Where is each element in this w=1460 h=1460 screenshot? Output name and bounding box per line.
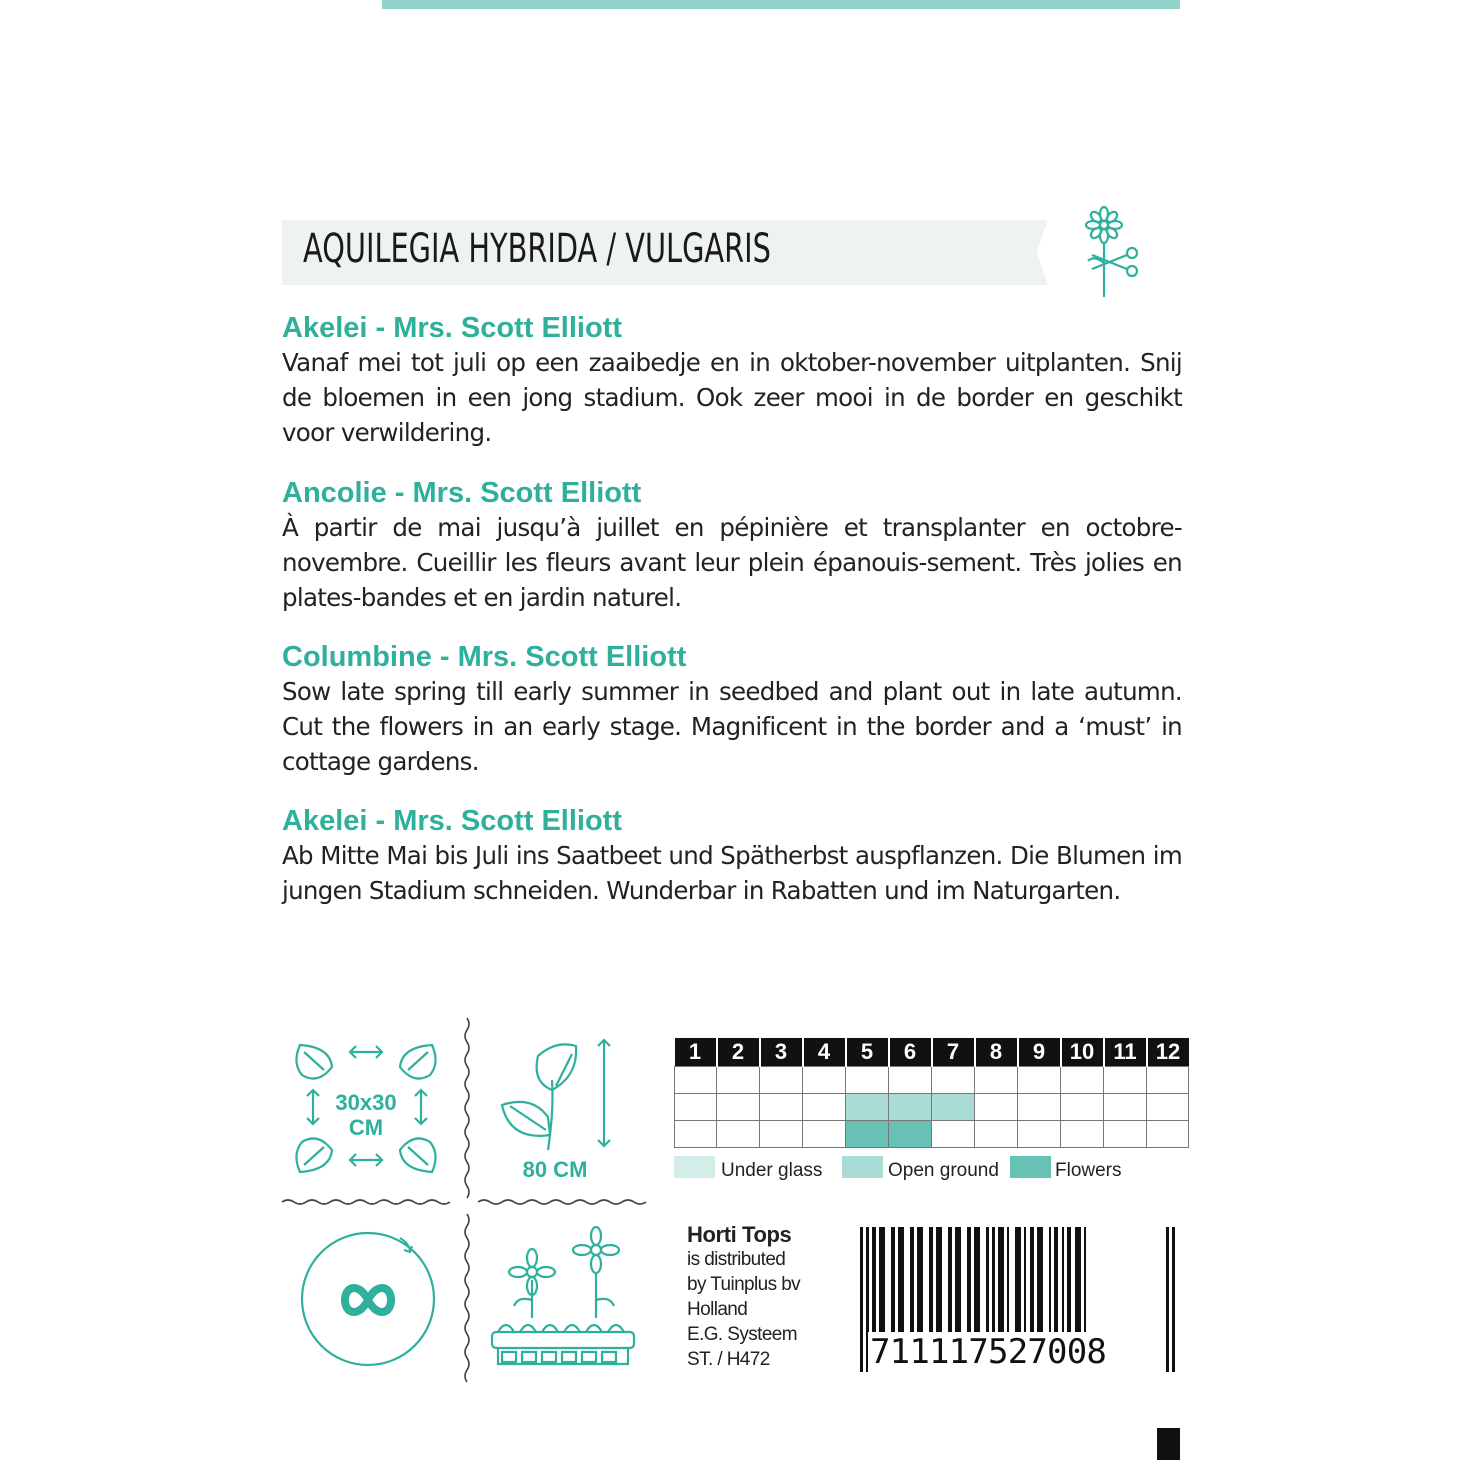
- barcode-bar: [967, 1227, 971, 1345]
- barcode-bar: [898, 1227, 904, 1345]
- distributor-line: E.G. Systeem: [687, 1324, 798, 1345]
- calendar-cell: [846, 1067, 889, 1094]
- month-header: 9: [1018, 1038, 1061, 1067]
- distributor-name: Horti Tops: [687, 1222, 792, 1247]
- sowing-calendar: [674, 1038, 1189, 1148]
- barcode-bar: [1067, 1227, 1071, 1345]
- spacing-label-1: 30x30: [335, 1090, 397, 1115]
- section-english: [282, 640, 1182, 779]
- distributor-info: [687, 1222, 800, 1372]
- calendar-cell: [760, 1094, 803, 1121]
- month-header: 6: [889, 1038, 932, 1067]
- calendar-cell: [803, 1121, 846, 1148]
- barcode-bar: [1054, 1227, 1058, 1345]
- month-header: 3: [760, 1038, 803, 1067]
- calendar-cell: [846, 1121, 889, 1148]
- distributor-line: by Tuinplus bv: [687, 1274, 801, 1295]
- section-title: Akelei - Mrs. Scott Elliott: [282, 805, 622, 837]
- section-text: À partir de mai jusqu’à juillet en pépinière et transplanter en octobre-novembre. Cueillir les fleurs avant leur plein épanouis-sement. Très jolies en plates-bandes et en jardin naturel.: [282, 513, 1182, 612]
- month-header: 11: [1104, 1038, 1147, 1067]
- calendar-cell: [1018, 1121, 1061, 1148]
- section-french: [282, 476, 1182, 615]
- calendar-cell: [932, 1094, 975, 1121]
- calendar-row: [675, 1121, 1189, 1148]
- calendar-cell: [717, 1067, 760, 1094]
- section-text: Vanaf mei tot juli op een zaaibedje en in oktober-november uitplanten. Snij de bloemen in een jong stadium. Ook zeer mooi in de border en geschikt voor verwildering.: [282, 348, 1182, 447]
- barcode-bar: [1172, 1227, 1175, 1372]
- barcode-bar: [936, 1227, 942, 1345]
- section-title: Ancolie - Mrs. Scott Elliott: [282, 477, 642, 509]
- latin-name: AQUILEGIA HYBRIDA / VULGARIS: [303, 226, 771, 272]
- barcode-bar: [891, 1227, 895, 1345]
- calendar-cell: [1147, 1121, 1189, 1148]
- legend-label-flowers: Flowers: [1055, 1160, 1122, 1181]
- calendar-cell: [932, 1067, 975, 1094]
- calendar-row: [675, 1067, 1189, 1094]
- month-header: 2: [717, 1038, 760, 1067]
- calendar-cell: [975, 1121, 1018, 1148]
- calendar-cell: [1147, 1094, 1189, 1121]
- month-header: 7: [932, 1038, 975, 1067]
- section-text: Sow late spring till early summer in seedbed and plant out in late autumn. Cut the flowers in an early stage. Magnificent in the border and a ‘must’ in cottage gardens.: [282, 677, 1182, 776]
- section-dutch: [282, 311, 1182, 450]
- barcode-bar: [948, 1227, 952, 1345]
- month-header: 5: [846, 1038, 889, 1067]
- barcode-bar: [1075, 1227, 1081, 1345]
- calendar-cell: [760, 1121, 803, 1148]
- barcode-bar: [917, 1227, 923, 1345]
- month-header: 4: [803, 1038, 846, 1067]
- barcode-number: 711117527008: [870, 1332, 1107, 1372]
- legend-swatch-under-glass: [674, 1156, 715, 1178]
- legend-label-under-glass: Under glass: [721, 1160, 823, 1181]
- calendar-row: [675, 1094, 1189, 1121]
- calendar-cell: [1104, 1094, 1147, 1121]
- calendar-cell: [975, 1094, 1018, 1121]
- month-header: 10: [1061, 1038, 1104, 1067]
- corner-mark: [1157, 1428, 1180, 1460]
- month-header: 12: [1147, 1038, 1189, 1067]
- barcode-bar: [1037, 1227, 1043, 1345]
- month-header: 1: [675, 1038, 717, 1067]
- calendar-cell: [1147, 1067, 1189, 1094]
- calendar-cell: [717, 1094, 760, 1121]
- calendar-cell: [717, 1121, 760, 1148]
- barcode-bar: [929, 1227, 933, 1345]
- calendar-cell: [803, 1094, 846, 1121]
- barcode-bar: [860, 1227, 863, 1372]
- height-label: 80 CM: [522, 1157, 588, 1182]
- calendar-cell: [975, 1067, 1018, 1094]
- barcode-bar: [1007, 1227, 1009, 1345]
- legend-swatch-open-ground: [842, 1156, 883, 1178]
- calendar-cell: [760, 1067, 803, 1094]
- distributor-line: is distributed: [687, 1249, 786, 1270]
- section-german: [282, 804, 1182, 908]
- barcode-bar: [1024, 1227, 1026, 1345]
- barcode-bar: [1049, 1227, 1051, 1345]
- barcode-bar: [998, 1227, 1004, 1345]
- calendar-cell: [675, 1094, 717, 1121]
- section-title: Columbine - Mrs. Scott Elliott: [282, 641, 687, 673]
- calendar-cell: [1018, 1067, 1061, 1094]
- calendar-cell: [1104, 1067, 1147, 1094]
- barcode-bar: [879, 1227, 885, 1345]
- calendar-cell: [675, 1121, 717, 1148]
- spacing-label-2: CM: [348, 1115, 384, 1140]
- wavy-dividers: [282, 1018, 646, 1382]
- barcode-bar: [1084, 1227, 1086, 1345]
- barcode-bar: [1015, 1227, 1021, 1345]
- spacing-leaves-icon: [296, 1045, 435, 1172]
- calendar-cell: [889, 1121, 932, 1148]
- calendar-table: [674, 1038, 1189, 1148]
- calendar-cell: [1061, 1094, 1104, 1121]
- barcode-bar: [1062, 1227, 1064, 1345]
- calendar-cell: [1018, 1094, 1061, 1121]
- barcode-bar: [910, 1227, 914, 1345]
- infinity-perennial-icon: [302, 1233, 434, 1365]
- section-text: Ab Mitte Mai bis Juli ins Saatbeet und Spätherbst auspflanzen. Die Blumen im jungen Stadium schneiden. Wunderbar in Rabatten und im Naturgarten.: [282, 841, 1182, 905]
- plant-height-icon: [502, 1040, 610, 1150]
- distributor-line: ST. / H472: [687, 1349, 770, 1370]
- barcode-bar: [974, 1227, 980, 1345]
- calendar-cell: [1104, 1121, 1147, 1148]
- calendar-cell: [675, 1067, 717, 1094]
- calendar-cell: [846, 1094, 889, 1121]
- legend-label-open-ground: Open ground: [888, 1160, 999, 1181]
- calendar-cell: [932, 1121, 975, 1148]
- flowers-in-planter-icon: [492, 1227, 634, 1364]
- calendar-cell: [1061, 1067, 1104, 1094]
- calendar-cell: [889, 1067, 932, 1094]
- calendar-cell: [803, 1067, 846, 1094]
- barcode-bar: [955, 1227, 961, 1345]
- barcode-bar: [872, 1227, 876, 1345]
- flower-scissors-logo-icon: [1074, 203, 1144, 299]
- month-header: 8: [975, 1038, 1018, 1067]
- barcode-bar: [1166, 1227, 1169, 1372]
- top-color-bar: [382, 0, 1180, 9]
- legend-swatch-flowers: [1010, 1156, 1051, 1178]
- distributor-line: Holland: [687, 1299, 748, 1320]
- calendar-cell: [889, 1094, 932, 1121]
- section-title: Akelei - Mrs. Scott Elliott: [282, 312, 622, 344]
- calendar-cell: [1061, 1121, 1104, 1148]
- barcode-bar: [1030, 1227, 1034, 1345]
